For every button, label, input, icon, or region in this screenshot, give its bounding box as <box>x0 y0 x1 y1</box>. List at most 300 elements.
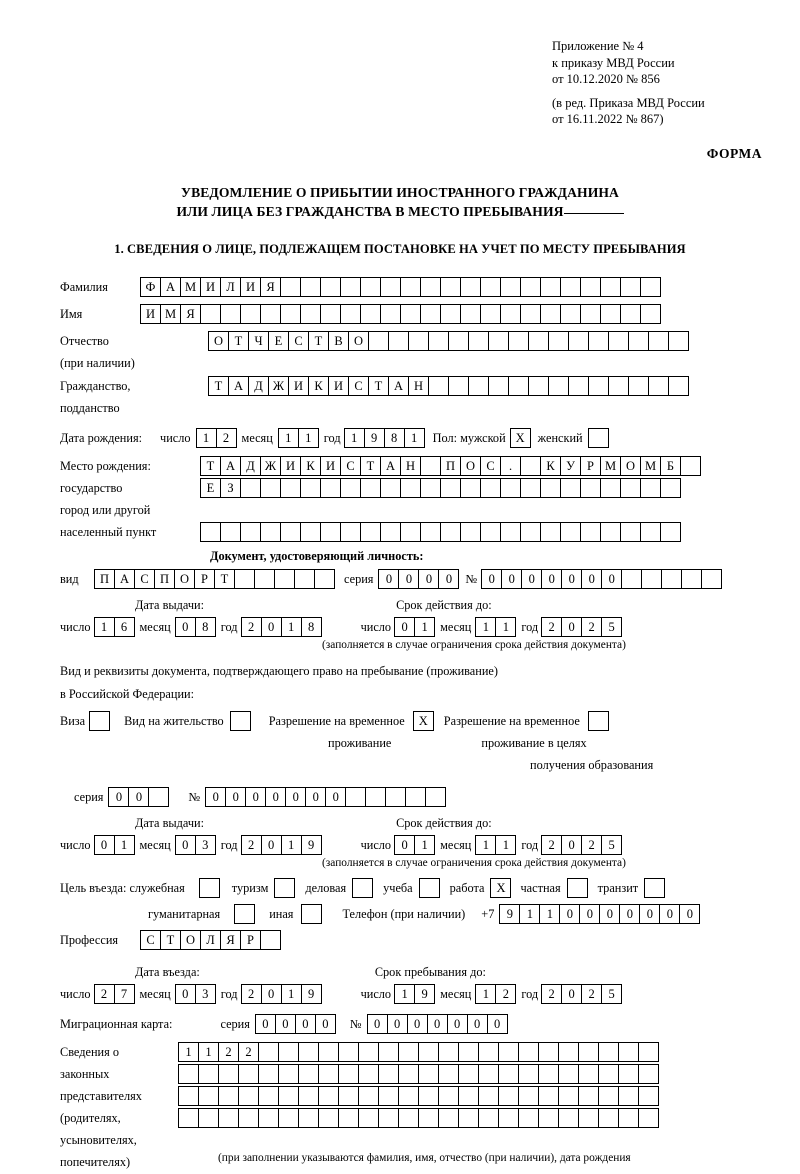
form-cell[interactable] <box>640 277 661 297</box>
form-cell[interactable]: 2 <box>241 984 262 1004</box>
form-cell[interactable]: 0 <box>367 1014 388 1034</box>
form-cell[interactable] <box>578 1108 599 1128</box>
form-cell[interactable] <box>598 1108 619 1128</box>
form-cell[interactable] <box>338 1042 359 1062</box>
form-cell[interactable]: 1 <box>414 617 435 637</box>
form-cell[interactable] <box>400 478 421 498</box>
form-cell[interactable] <box>314 569 335 589</box>
form-cell[interactable] <box>360 277 381 297</box>
form-cell[interactable]: П <box>440 456 461 476</box>
form-cell[interactable] <box>448 331 469 351</box>
form-cell[interactable] <box>280 478 301 498</box>
form-cell[interactable]: 3 <box>195 984 216 1004</box>
form-cell[interactable] <box>418 1064 439 1084</box>
form-cell[interactable] <box>508 376 529 396</box>
form-cell[interactable]: 6 <box>114 617 135 637</box>
form-cell[interactable]: 8 <box>384 428 405 448</box>
form-cell[interactable] <box>641 569 662 589</box>
form-cell[interactable] <box>528 376 549 396</box>
form-cell[interactable] <box>620 478 641 498</box>
form-cell[interactable] <box>438 1042 459 1062</box>
form-cell[interactable]: А <box>388 376 409 396</box>
purpose-other-checkbox[interactable] <box>301 904 322 924</box>
form-cell[interactable]: 0 <box>561 569 582 589</box>
form-cell[interactable]: К <box>300 456 321 476</box>
form-cell[interactable] <box>638 1042 659 1062</box>
sex-female-checkbox[interactable] <box>588 428 609 448</box>
form-cell[interactable]: М <box>600 456 621 476</box>
form-cell[interactable]: 0 <box>659 904 680 924</box>
form-cell[interactable] <box>588 331 609 351</box>
form-cell[interactable]: 1 <box>519 904 540 924</box>
form-cell[interactable]: 2 <box>581 984 602 1004</box>
form-cell[interactable]: Я <box>220 930 241 950</box>
form-cell[interactable] <box>365 787 386 807</box>
birth-month-input[interactable] <box>278 428 318 448</box>
form-cell[interactable] <box>405 787 426 807</box>
form-cell[interactable]: П <box>94 569 115 589</box>
form-cell[interactable]: Т <box>368 376 389 396</box>
profession-input[interactable] <box>140 930 280 950</box>
form-cell[interactable]: И <box>280 456 301 476</box>
legal-rep-input-row2[interactable] <box>178 1064 658 1084</box>
form-cell[interactable]: 2 <box>541 617 562 637</box>
form-cell[interactable] <box>360 478 381 498</box>
form-cell[interactable] <box>661 569 682 589</box>
form-cell[interactable] <box>260 304 281 324</box>
form-cell[interactable] <box>518 1108 539 1128</box>
form-cell[interactable] <box>480 478 501 498</box>
form-cell[interactable]: Д <box>240 456 261 476</box>
form-cell[interactable] <box>418 1042 439 1062</box>
entry-year-input[interactable] <box>241 984 321 1004</box>
form-cell[interactable] <box>260 522 281 542</box>
doc-valid-year-input[interactable] <box>541 617 621 637</box>
form-cell[interactable]: П <box>154 569 175 589</box>
form-cell[interactable]: М <box>160 304 181 324</box>
form-cell[interactable] <box>300 522 321 542</box>
form-cell[interactable]: 0 <box>561 835 582 855</box>
form-cell[interactable] <box>280 522 301 542</box>
form-cell[interactable] <box>238 1086 259 1106</box>
form-cell[interactable] <box>480 522 501 542</box>
form-cell[interactable] <box>438 1108 459 1128</box>
form-cell[interactable]: Т <box>228 331 249 351</box>
form-cell[interactable]: 0 <box>639 904 660 924</box>
form-cell[interactable]: 1 <box>298 428 319 448</box>
form-cell[interactable] <box>418 1108 439 1128</box>
form-cell[interactable] <box>660 522 681 542</box>
form-cell[interactable] <box>428 376 449 396</box>
form-cell[interactable] <box>278 1086 299 1106</box>
form-cell[interactable] <box>380 304 401 324</box>
form-cell[interactable]: Ч <box>248 331 269 351</box>
form-cell[interactable] <box>218 1086 239 1106</box>
purpose-transit-checkbox[interactable] <box>644 878 665 898</box>
form-cell[interactable] <box>338 1064 359 1084</box>
form-cell[interactable]: А <box>114 569 135 589</box>
form-cell[interactable]: 2 <box>581 617 602 637</box>
form-cell[interactable] <box>520 478 541 498</box>
form-cell[interactable]: 9 <box>499 904 520 924</box>
form-cell[interactable] <box>548 331 569 351</box>
form-cell[interactable] <box>420 277 441 297</box>
form-cell[interactable]: 1 <box>475 984 496 1004</box>
doc-series-input[interactable] <box>378 569 458 589</box>
legal-rep-input-row3[interactable] <box>178 1086 658 1106</box>
form-cell[interactable]: Б <box>660 456 681 476</box>
mig-number-input[interactable] <box>367 1014 507 1034</box>
form-cell[interactable]: 3 <box>195 835 216 855</box>
purpose-private-checkbox[interactable] <box>567 878 588 898</box>
stay-day-input[interactable] <box>394 984 434 1004</box>
form-cell[interactable]: 5 <box>601 984 622 1004</box>
form-cell[interactable] <box>260 478 281 498</box>
form-cell[interactable]: 0 <box>467 1014 488 1034</box>
form-cell[interactable]: В <box>328 331 349 351</box>
form-cell[interactable]: Р <box>194 569 215 589</box>
form-cell[interactable] <box>300 277 321 297</box>
birth-day-input[interactable] <box>196 428 236 448</box>
form-cell[interactable] <box>428 331 449 351</box>
form-cell[interactable] <box>178 1064 199 1084</box>
perm-issue-month-input[interactable] <box>175 835 215 855</box>
form-cell[interactable]: Н <box>408 376 429 396</box>
form-cell[interactable] <box>640 522 661 542</box>
form-cell[interactable]: И <box>200 277 221 297</box>
form-cell[interactable]: 0 <box>315 1014 336 1034</box>
form-cell[interactable]: 1 <box>475 835 496 855</box>
form-cell[interactable]: Р <box>240 930 261 950</box>
form-cell[interactable] <box>618 1108 639 1128</box>
name-input[interactable] <box>140 304 660 324</box>
form-cell[interactable] <box>608 331 629 351</box>
form-cell[interactable] <box>598 1064 619 1084</box>
doc-issue-day-input[interactable] <box>94 617 134 637</box>
form-cell[interactable]: С <box>134 569 155 589</box>
form-cell[interactable] <box>538 1064 559 1084</box>
form-cell[interactable] <box>578 1086 599 1106</box>
form-cell[interactable] <box>488 376 509 396</box>
form-cell[interactable]: 0 <box>261 617 282 637</box>
form-cell[interactable] <box>378 1064 399 1084</box>
form-cell[interactable]: 0 <box>275 1014 296 1034</box>
form-cell[interactable] <box>368 331 389 351</box>
form-cell[interactable]: 7 <box>114 984 135 1004</box>
form-cell[interactable] <box>528 331 549 351</box>
form-cell[interactable]: И <box>240 277 261 297</box>
form-cell[interactable]: 2 <box>238 1042 259 1062</box>
form-cell[interactable] <box>480 304 501 324</box>
form-cell[interactable]: 2 <box>218 1042 239 1062</box>
form-cell[interactable] <box>400 277 421 297</box>
form-cell[interactable] <box>628 331 649 351</box>
form-cell[interactable]: 1 <box>404 428 425 448</box>
form-cell[interactable] <box>278 1064 299 1084</box>
form-cell[interactable]: 0 <box>325 787 346 807</box>
form-cell[interactable]: 1 <box>495 617 516 637</box>
form-cell[interactable] <box>660 478 681 498</box>
form-cell[interactable]: 1 <box>344 428 365 448</box>
form-cell[interactable]: 0 <box>679 904 700 924</box>
form-cell[interactable]: М <box>180 277 201 297</box>
form-cell[interactable]: 1 <box>475 617 496 637</box>
form-cell[interactable] <box>640 304 661 324</box>
form-cell[interactable] <box>320 478 341 498</box>
form-cell[interactable]: К <box>308 376 329 396</box>
form-cell[interactable]: А <box>380 456 401 476</box>
form-cell[interactable] <box>178 1086 199 1106</box>
form-cell[interactable] <box>540 522 561 542</box>
form-cell[interactable] <box>598 1042 619 1062</box>
form-cell[interactable]: О <box>180 930 201 950</box>
form-cell[interactable] <box>638 1064 659 1084</box>
citizenship-input[interactable] <box>208 376 688 396</box>
form-cell[interactable] <box>298 1064 319 1084</box>
form-cell[interactable]: 2 <box>94 984 115 1004</box>
form-cell[interactable] <box>458 1086 479 1106</box>
form-cell[interactable]: 8 <box>301 617 322 637</box>
form-cell[interactable] <box>498 1042 519 1062</box>
form-cell[interactable] <box>578 1042 599 1062</box>
doc-kind-input[interactable] <box>94 569 334 589</box>
form-cell[interactable] <box>520 456 541 476</box>
doc-valid-month-input[interactable] <box>475 617 515 637</box>
form-cell[interactable]: У <box>560 456 581 476</box>
form-cell[interactable] <box>460 478 481 498</box>
mig-series-input[interactable] <box>255 1014 335 1034</box>
form-cell[interactable] <box>701 569 722 589</box>
form-cell[interactable] <box>280 304 301 324</box>
form-cell[interactable]: 0 <box>601 569 622 589</box>
form-cell[interactable] <box>220 304 241 324</box>
form-cell[interactable]: 1 <box>495 835 516 855</box>
form-cell[interactable] <box>480 277 501 297</box>
form-cell[interactable]: 0 <box>285 787 306 807</box>
form-cell[interactable]: 1 <box>94 617 115 637</box>
form-cell[interactable]: 1 <box>278 428 299 448</box>
form-cell[interactable] <box>378 1108 399 1128</box>
form-cell[interactable] <box>560 277 581 297</box>
sex-male-checkbox[interactable]: Х <box>510 428 531 448</box>
birth-year-input[interactable] <box>344 428 424 448</box>
form-cell[interactable]: М <box>640 456 661 476</box>
form-cell[interactable] <box>240 522 261 542</box>
form-cell[interactable]: 9 <box>301 835 322 855</box>
perm-valid-year-input[interactable] <box>541 835 621 855</box>
form-cell[interactable] <box>218 1108 239 1128</box>
form-cell[interactable] <box>278 1042 299 1062</box>
form-cell[interactable]: 0 <box>175 835 196 855</box>
form-cell[interactable]: 0 <box>261 984 282 1004</box>
form-cell[interactable]: Д <box>248 376 269 396</box>
visa-checkbox[interactable] <box>89 711 110 731</box>
form-cell[interactable]: О <box>174 569 195 589</box>
form-cell[interactable] <box>338 1086 359 1106</box>
form-cell[interactable] <box>540 277 561 297</box>
birth-place-input-row1[interactable] <box>200 456 700 476</box>
form-cell[interactable]: Я <box>180 304 201 324</box>
form-cell[interactable]: 1 <box>539 904 560 924</box>
form-cell[interactable]: А <box>160 277 181 297</box>
form-cell[interactable] <box>500 304 521 324</box>
form-cell[interactable] <box>198 1086 219 1106</box>
form-cell[interactable]: Я <box>260 277 281 297</box>
form-cell[interactable] <box>638 1108 659 1128</box>
form-cell[interactable] <box>320 522 341 542</box>
form-cell[interactable]: О <box>460 456 481 476</box>
form-cell[interactable] <box>385 787 406 807</box>
form-cell[interactable] <box>500 277 521 297</box>
form-cell[interactable]: 9 <box>414 984 435 1004</box>
form-cell[interactable]: 0 <box>501 569 522 589</box>
form-cell[interactable] <box>460 304 481 324</box>
form-cell[interactable] <box>198 1064 219 1084</box>
form-cell[interactable]: 1 <box>394 984 415 1004</box>
form-cell[interactable] <box>460 277 481 297</box>
form-cell[interactable]: 0 <box>599 904 620 924</box>
form-cell[interactable]: Е <box>268 331 289 351</box>
form-cell[interactable] <box>258 1042 279 1062</box>
form-cell[interactable] <box>258 1108 279 1128</box>
form-cell[interactable]: С <box>480 456 501 476</box>
form-cell[interactable] <box>448 376 469 396</box>
form-cell[interactable] <box>408 331 429 351</box>
doc-issue-year-input[interactable] <box>241 617 321 637</box>
form-cell[interactable]: 2 <box>541 835 562 855</box>
form-cell[interactable] <box>578 1064 599 1084</box>
form-cell[interactable] <box>240 304 261 324</box>
form-cell[interactable] <box>640 478 661 498</box>
patronymic-input[interactable] <box>208 331 688 351</box>
form-cell[interactable] <box>460 522 481 542</box>
stay-year-input[interactable] <box>541 984 621 1004</box>
form-cell[interactable]: Л <box>200 930 221 950</box>
form-cell[interactable] <box>520 277 541 297</box>
form-cell[interactable] <box>440 304 461 324</box>
form-cell[interactable] <box>618 1042 639 1062</box>
form-cell[interactable] <box>568 376 589 396</box>
form-cell[interactable] <box>420 304 441 324</box>
form-cell[interactable] <box>438 1064 459 1084</box>
form-cell[interactable] <box>500 522 521 542</box>
form-cell[interactable] <box>540 478 561 498</box>
form-cell[interactable] <box>628 376 649 396</box>
form-cell[interactable] <box>438 1086 459 1106</box>
form-cell[interactable] <box>378 1042 399 1062</box>
form-cell[interactable] <box>298 1042 319 1062</box>
form-cell[interactable] <box>340 277 361 297</box>
form-cell[interactable]: 0 <box>261 835 282 855</box>
form-cell[interactable]: Т <box>308 331 329 351</box>
form-cell[interactable] <box>420 478 441 498</box>
form-cell[interactable] <box>580 522 601 542</box>
form-cell[interactable]: Л <box>220 277 241 297</box>
form-cell[interactable] <box>600 304 621 324</box>
form-cell[interactable] <box>540 304 561 324</box>
form-cell[interactable]: С <box>140 930 161 950</box>
form-cell[interactable]: И <box>140 304 161 324</box>
form-cell[interactable] <box>440 277 461 297</box>
form-cell[interactable] <box>500 478 521 498</box>
form-cell[interactable] <box>238 1064 259 1084</box>
form-cell[interactable]: 0 <box>438 569 459 589</box>
form-cell[interactable]: 0 <box>108 787 129 807</box>
form-cell[interactable] <box>360 304 381 324</box>
form-cell[interactable] <box>538 1042 559 1062</box>
form-cell[interactable]: И <box>328 376 349 396</box>
form-cell[interactable] <box>680 456 701 476</box>
form-cell[interactable] <box>468 376 489 396</box>
form-cell[interactable]: С <box>288 331 309 351</box>
form-cell[interactable] <box>360 522 381 542</box>
edu-residence-checkbox[interactable] <box>588 711 609 731</box>
form-cell[interactable] <box>548 376 569 396</box>
form-cell[interactable] <box>568 331 589 351</box>
form-cell[interactable]: 0 <box>481 569 502 589</box>
form-cell[interactable] <box>238 1108 259 1128</box>
entry-month-input[interactable] <box>175 984 215 1004</box>
form-cell[interactable] <box>320 304 341 324</box>
form-cell[interactable] <box>478 1042 499 1062</box>
form-cell[interactable]: 2 <box>241 617 262 637</box>
form-cell[interactable]: 1 <box>414 835 435 855</box>
form-cell[interactable] <box>458 1064 479 1084</box>
purpose-business-checkbox[interactable] <box>352 878 373 898</box>
form-cell[interactable] <box>198 1108 219 1128</box>
form-cell[interactable] <box>400 522 421 542</box>
form-cell[interactable]: 0 <box>175 984 196 1004</box>
form-cell[interactable]: 0 <box>394 617 415 637</box>
form-cell[interactable]: 1 <box>281 984 302 1004</box>
perm-series-input[interactable] <box>108 787 168 807</box>
form-cell[interactable] <box>538 1086 559 1106</box>
form-cell[interactable]: 9 <box>364 428 385 448</box>
form-cell[interactable] <box>600 522 621 542</box>
form-cell[interactable]: 0 <box>128 787 149 807</box>
form-cell[interactable] <box>378 1086 399 1106</box>
form-cell[interactable]: К <box>540 456 561 476</box>
form-cell[interactable]: 2 <box>581 835 602 855</box>
form-cell[interactable] <box>358 1108 379 1128</box>
form-cell[interactable]: 0 <box>561 984 582 1004</box>
form-cell[interactable]: О <box>348 331 369 351</box>
form-cell[interactable] <box>600 478 621 498</box>
perm-issue-day-input[interactable] <box>94 835 134 855</box>
form-cell[interactable] <box>498 1108 519 1128</box>
form-cell[interactable] <box>618 1064 639 1084</box>
form-cell[interactable]: 0 <box>305 787 326 807</box>
form-cell[interactable] <box>148 787 169 807</box>
form-cell[interactable] <box>418 1086 439 1106</box>
form-cell[interactable]: 0 <box>619 904 640 924</box>
form-cell[interactable]: 0 <box>398 569 419 589</box>
form-cell[interactable] <box>388 331 409 351</box>
perm-valid-day-input[interactable] <box>394 835 434 855</box>
form-cell[interactable]: 0 <box>295 1014 316 1034</box>
form-cell[interactable] <box>358 1042 379 1062</box>
form-cell[interactable] <box>260 930 281 950</box>
form-cell[interactable]: 0 <box>205 787 226 807</box>
form-cell[interactable] <box>518 1064 539 1084</box>
form-cell[interactable]: Т <box>360 456 381 476</box>
form-cell[interactable]: 5 <box>601 835 622 855</box>
form-cell[interactable] <box>638 1086 659 1106</box>
form-cell[interactable]: А <box>220 456 241 476</box>
form-cell[interactable] <box>558 1042 579 1062</box>
form-cell[interactable] <box>580 478 601 498</box>
form-cell[interactable]: Е <box>200 478 221 498</box>
